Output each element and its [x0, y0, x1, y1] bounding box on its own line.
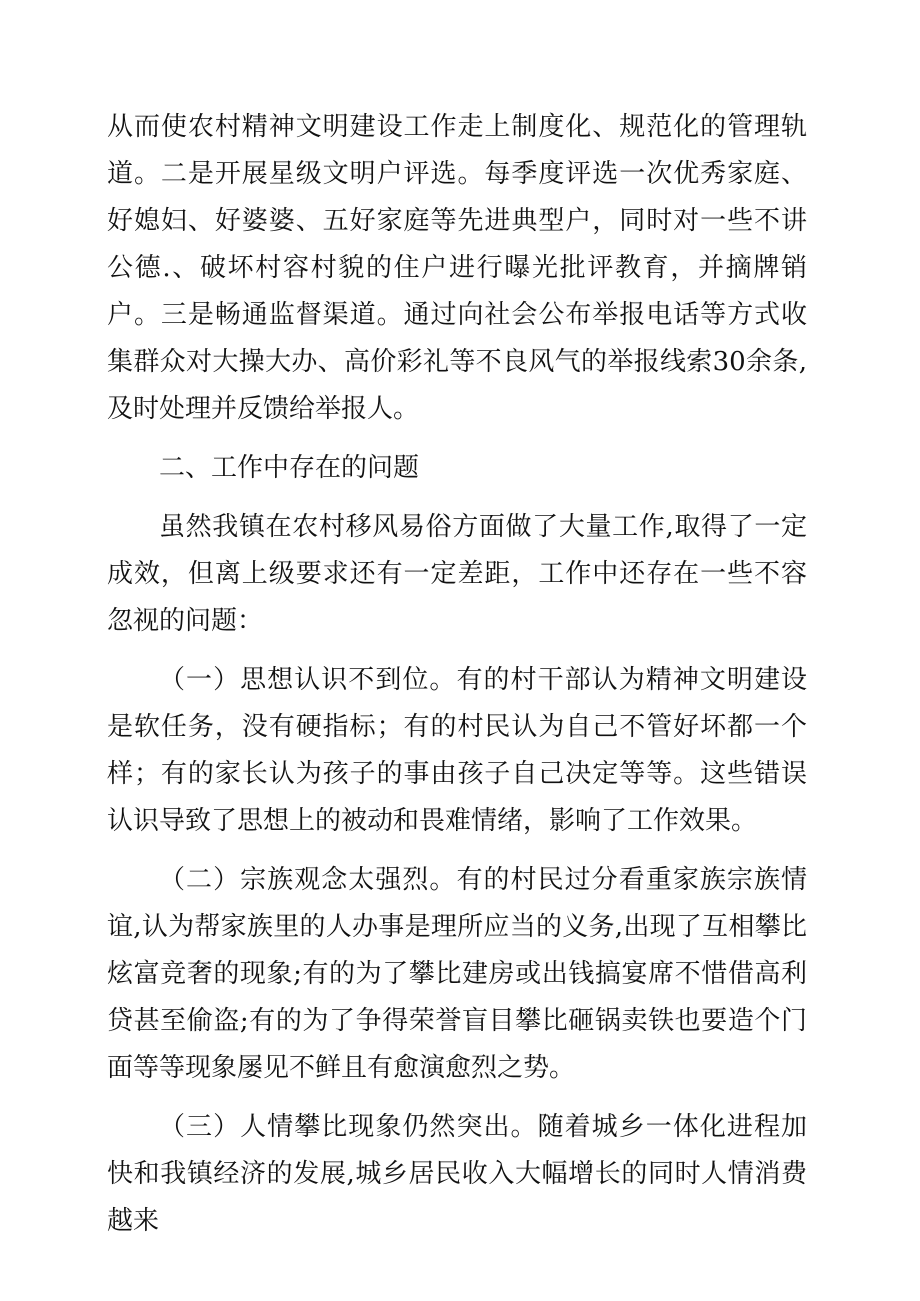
section-heading-problems: 二、工作中存在的问题: [159, 453, 420, 483]
document-body: [107, 104, 807, 1245]
paragraph-intro-problems: 虽然我镇在农村移风易俗方面做了大量工作,取得了一定成效，但离上级要求还有一定差距，工作中还存在一些不容忽视的问题：: [107, 512, 807, 636]
paragraph-problem-three: （三）人情攀比现象仍然突出。随着城乡一体化进程加快和我镇经济的发展,城乡居民收入大幅增长的同时人情消费越来: [107, 1112, 807, 1236]
paragraph-continuation: 从而使农村精神文明建设工作走上制度化、规范化的管理轨道。二是开展星级文明户评选。每季度评选一次优秀家庭、好媳妇、好婆婆、五好家庭等先进典型户，同时对一些不讲公德.、破坏村容村貌的住户进行曝光批评教育，并摘牌销户。三是畅通监督渠道。通过向社会公布举报电话等方式收集群众对大操大办、高价彩礼等不良风气的举报线索30余条,及时处理并反馈给举报人。: [107, 112, 807, 424]
paragraph-problem-two: （二）宗族观念太强烈。有的村民过分看重家族宗族情谊,认为帮家族里的人办事是理所应当的义务,出现了互相攀比炫富竞奢的现象;有的为了攀比建房或出钱搞宴席不惜借高利贷甚至偷盗;有的为了争得荣誉盲目攀比砸锅卖铁也要造个门面等等现象屡见不鲜且有愈演愈烈之势。: [107, 865, 807, 1083]
paragraph-problem-one: （一）思想认识不到位。有的村干部认为精神文明建设是软任务，没有硬指标；有的村民认为自己不管好坏都一个样；有的家长认为孩子的事由孩子自己决定等等。这些错误认识导致了思想上的被动和畏难情绪，影响了工作效果。: [107, 665, 807, 836]
